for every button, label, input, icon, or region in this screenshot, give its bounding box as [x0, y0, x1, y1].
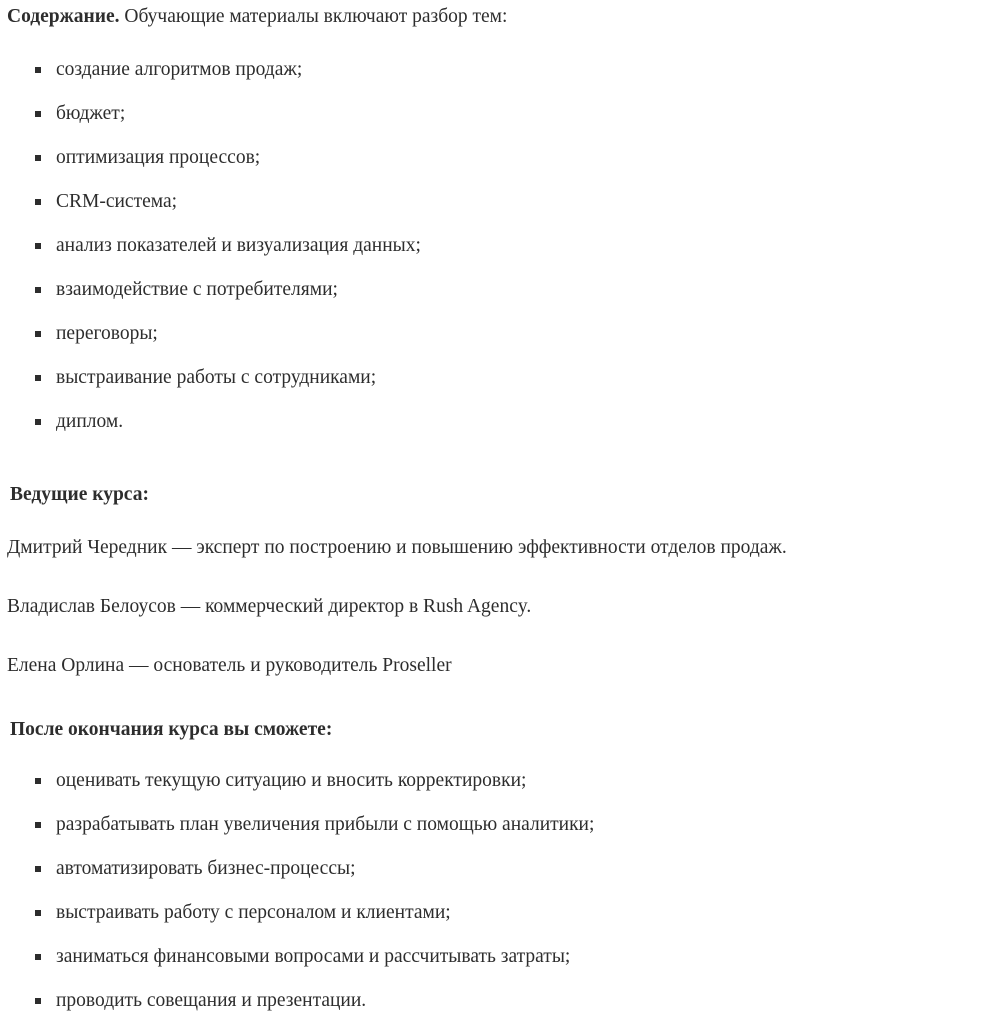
- list-item-label: выстраивать работу с персоналом и клиентами;: [56, 902, 451, 923]
- presenter-entry: Елена Орлина — основатель и руководитель Proseller: [7, 655, 452, 676]
- bullet-square-icon: [35, 111, 41, 117]
- list-item: [0, 92, 1004, 136]
- list-item-label: оптимизация процессов;: [56, 147, 261, 168]
- bullet-square-icon: [35, 67, 41, 73]
- list-item-label: заниматься финансовыми вопросами и рассчитывать затраты;: [56, 946, 571, 967]
- presenter-entry: Владислав Белоусов — коммерческий директор в Rush Agency.: [7, 596, 532, 617]
- outcomes-list: [0, 759, 1004, 1023]
- list-item-label: оценивать текущую ситуацию и вносить корректировки;: [56, 770, 527, 791]
- intro-paragraph: [0, 0, 1004, 30]
- list-item: [0, 400, 1004, 444]
- list-item-label: переговоры;: [56, 323, 158, 344]
- list-item: [0, 136, 1004, 180]
- bullet-square-icon: [35, 778, 41, 784]
- presenters-heading: Ведущие курса:: [10, 484, 149, 505]
- bullet-square-icon: [35, 998, 41, 1004]
- bullet-square-icon: [35, 419, 41, 425]
- list-item: [0, 268, 1004, 312]
- bullet-square-icon: [35, 243, 41, 249]
- list-item: [0, 356, 1004, 400]
- list-item-label: автоматизировать бизнес-процессы;: [56, 858, 356, 879]
- list-item: [0, 979, 1004, 1023]
- bullet-square-icon: [35, 910, 41, 916]
- bullet-square-icon: [35, 954, 41, 960]
- list-item: [0, 759, 1004, 803]
- list-item: [0, 180, 1004, 224]
- bullet-square-icon: [35, 822, 41, 828]
- bullet-square-icon: [35, 331, 41, 337]
- list-item: [0, 224, 1004, 268]
- presenter-entry: Дмитрий Чередник — эксперт по построению и повышению эффективности отделов продаж.: [7, 537, 787, 558]
- list-item-label: взаимодействие с потребителями;: [56, 279, 338, 300]
- list-item: [0, 48, 1004, 92]
- bullet-square-icon: [35, 155, 41, 161]
- list-item: [0, 935, 1004, 979]
- list-item-label: разрабатывать план увеличения прибыли с помощью аналитики;: [56, 814, 595, 835]
- list-item: [0, 847, 1004, 891]
- outcomes-heading: После окончания курса вы сможете:: [10, 719, 333, 740]
- bullet-square-icon: [35, 287, 41, 293]
- topics-list: [0, 48, 1004, 444]
- list-item-label: анализ показателей и визуализация данных;: [56, 235, 421, 256]
- intro-body-text: Обучающие материалы включают разбор тем:: [119, 6, 508, 27]
- list-item-label: бюджет;: [56, 103, 126, 124]
- list-item: [0, 312, 1004, 356]
- list-item-label: диплом.: [56, 411, 124, 432]
- list-item-label: проводить совещания и презентации.: [56, 990, 367, 1011]
- list-item: [0, 891, 1004, 935]
- list-item-label: выстраивание работы с сотрудниками;: [56, 367, 377, 388]
- list-item-label: CRM-система;: [56, 191, 178, 212]
- list-item-label: создание алгоритмов продаж;: [56, 59, 303, 80]
- list-item: [0, 803, 1004, 847]
- intro-lead-label: Содержание.: [7, 6, 120, 27]
- bullet-square-icon: [35, 375, 41, 381]
- bullet-square-icon: [35, 866, 41, 872]
- bullet-square-icon: [35, 199, 41, 205]
